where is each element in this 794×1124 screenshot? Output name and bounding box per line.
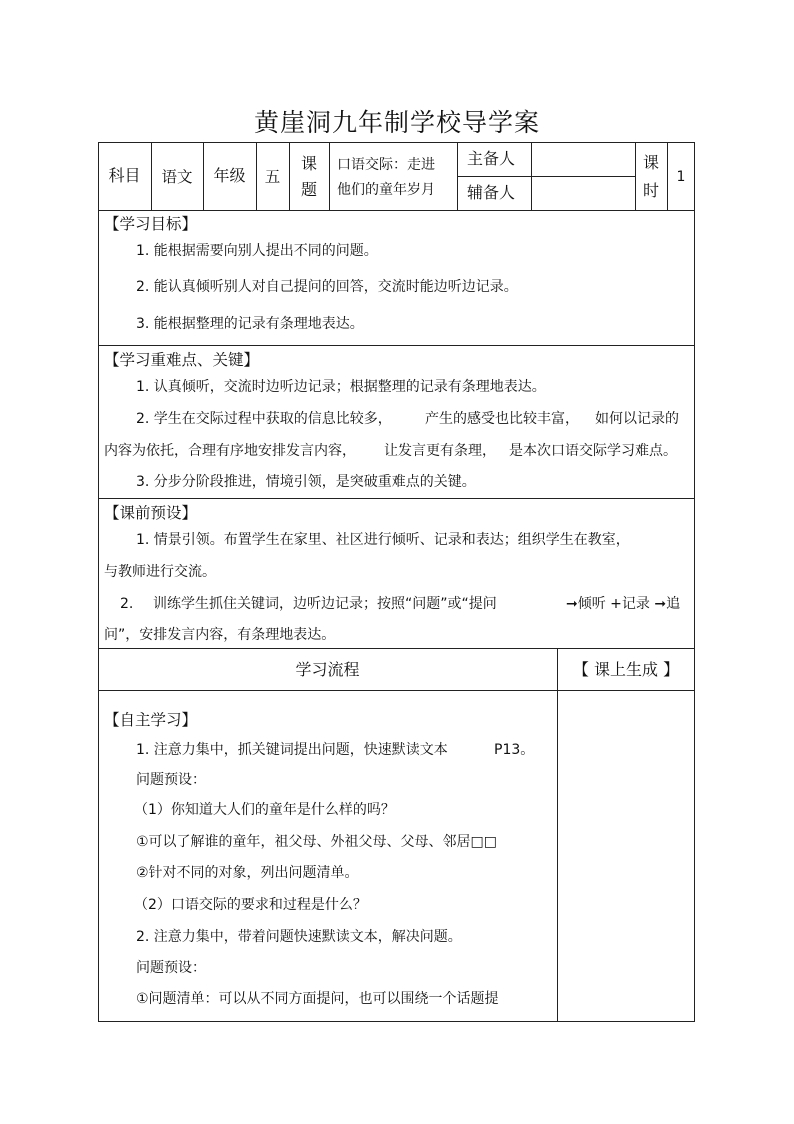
self-study-line: （2）口语交际的要求和过程是什么？ bbox=[134, 897, 367, 913]
subject-value: 语文 bbox=[161, 168, 193, 186]
self-study-line: ①问题清单：可以从不同方面提问，也可以围绕一个话题提 bbox=[136, 991, 499, 1007]
objective-item: 2. 能认真倾听别人对自己提问的回答，交流时能边听边记录。 bbox=[136, 279, 518, 295]
col-line bbox=[457, 142, 458, 210]
key-points-line: 产生的感受也比较丰富， bbox=[425, 411, 579, 427]
pre-class-line: 训练学生抓住关键词，边听边记录；按照“问题”或“提问 bbox=[153, 596, 497, 612]
pre-class-line: 问”，安排发言内容，有条理地表达。 bbox=[104, 627, 336, 643]
pre-class-line: 1. 情景引领。布置学生在家里、社区进行倾听、记录和表达；组织学生在教室， bbox=[136, 532, 630, 548]
flow-header-right: 【 课上生成 】 bbox=[572, 660, 680, 679]
flow-header-left: 学习流程 bbox=[295, 660, 360, 679]
self-study-line: 问题预设： bbox=[136, 772, 206, 788]
key-points-line: 内容为依托，合理有序地安排发言内容， bbox=[104, 443, 356, 459]
objective-item: 1. 能根据需要向别人提出不同的问题。 bbox=[136, 243, 378, 259]
lesson-plan-table bbox=[98, 142, 695, 1022]
divider-objectives bbox=[98, 345, 695, 346]
self-study-line: 问题预设： bbox=[136, 960, 206, 976]
self-study-line: P13。 bbox=[494, 742, 535, 758]
self-study-line: 1. 注意力集中，抓关键词提出问题，快速默读文本 bbox=[136, 742, 448, 758]
pre-class-line: ➞倾听 +记录 ➞追 bbox=[566, 596, 681, 612]
grade-value: 五 bbox=[264, 168, 281, 186]
topic-label-2: 题 bbox=[300, 180, 317, 199]
pre-class-line: 与教师进行交流。 bbox=[104, 564, 216, 580]
period-label-1: 课 bbox=[642, 153, 659, 172]
pre-class-line: 2. bbox=[120, 596, 134, 612]
period-value: 1 bbox=[676, 169, 686, 185]
col-line-flow bbox=[557, 648, 558, 1022]
key-points-heading: 【学习重难点、关键】 bbox=[104, 351, 260, 369]
assistant-preparer-label: 辅备人 bbox=[467, 183, 516, 202]
objectives-heading: 【学习目标】 bbox=[104, 215, 198, 233]
key-points-line: 是本次口语交际学习难点。 bbox=[509, 443, 677, 459]
self-study-heading: 【自主学习】 bbox=[104, 711, 198, 729]
divider-header bbox=[98, 210, 695, 211]
divider-pre-class bbox=[98, 648, 695, 649]
pre-class-heading: 【课前预设】 bbox=[104, 504, 198, 522]
self-study-line: ②针对不同的对象，列出问题清单。 bbox=[136, 865, 359, 881]
key-points-line: 让发言更有条理， bbox=[384, 443, 496, 459]
key-points-line: 如何以记录的 bbox=[595, 411, 679, 427]
self-study-line: 2. 注意力集中，带着问题快速默读文本，解决问题。 bbox=[136, 929, 462, 945]
period-label-2: 时 bbox=[642, 181, 659, 200]
divider-flow-header bbox=[98, 690, 695, 691]
topic-value-1: 口语交际：走进 bbox=[337, 157, 435, 173]
topic-label-1: 课 bbox=[300, 154, 317, 173]
key-points-line: 2. 学生在交际过程中获取的信息比较多， bbox=[136, 411, 392, 427]
key-points-line: 1. 认真倾听，交流时边听边记录；根据整理的记录有条理地表达。 bbox=[136, 379, 546, 395]
main-preparer-label: 主备人 bbox=[467, 149, 516, 168]
objective-item: 3. 能根据整理的记录有条理地表达。 bbox=[136, 316, 364, 332]
divider-preparers bbox=[457, 176, 635, 177]
grade-label: 年级 bbox=[213, 166, 246, 185]
col-line bbox=[531, 142, 532, 210]
key-points-line: 3. 分步分阶段推进，情境引领，是突破重难点的关键。 bbox=[136, 474, 476, 490]
self-study-line: （1）你知道大人们的童年是什么样的吗？ bbox=[134, 802, 395, 818]
divider-key-points bbox=[98, 498, 695, 499]
self-study-line: ①可以了解谁的童年，祖父母、外祖父母、父母、邻居□□ bbox=[136, 834, 498, 850]
topic-value-2: 他们的童年岁月 bbox=[337, 182, 435, 198]
col-line bbox=[329, 142, 330, 210]
page-title: 黄崖洞九年制学校导学案 bbox=[253, 108, 540, 137]
subject-label: 科目 bbox=[108, 166, 141, 185]
